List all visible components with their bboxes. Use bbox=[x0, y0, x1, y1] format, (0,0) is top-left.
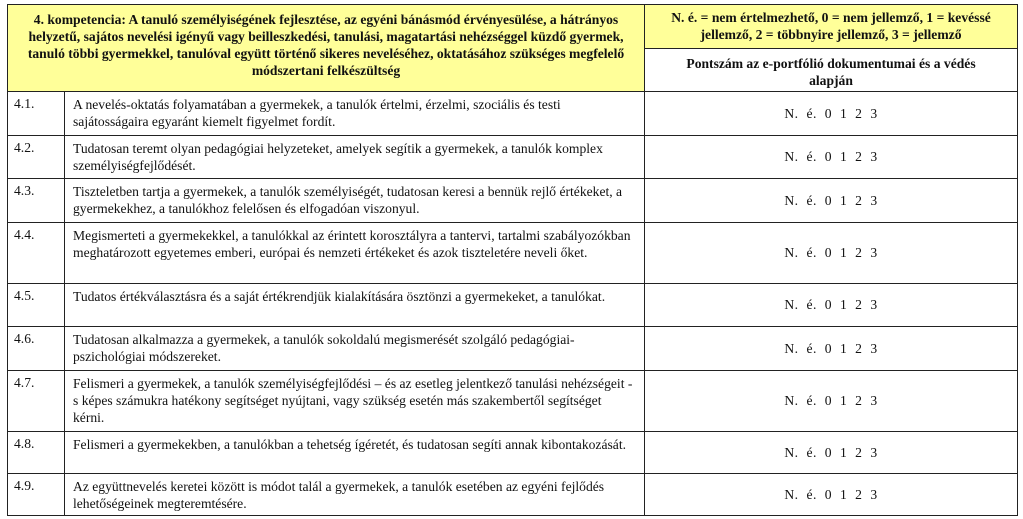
row-criterion: Tudatosan teremt olyan pedagógiai helyzeteket, amelyek segítik a gyermekek, a tanulók komplex személyiségfejlődését. bbox=[65, 136, 645, 179]
score-options-text: N. é. 0 1 2 3 bbox=[784, 297, 878, 312]
row-number: 4.3. bbox=[8, 179, 65, 223]
row-number: 4.4. bbox=[8, 223, 65, 284]
row-criterion: Az együttnevelés keretei között is módot talál a gyermekek, a tanulók esetében az egyéni fejlődés lehetőségeinek megteremtésére. bbox=[65, 474, 645, 516]
row-score-options[interactable] bbox=[645, 371, 1018, 432]
score-options-text: N. é. 0 1 2 3 bbox=[784, 340, 878, 356]
score-options-text: N. é. 0 1 2 3 bbox=[784, 192, 878, 208]
row-criterion: A nevelés-oktatás folyamatában a gyermekek, a tanulók értelmi, érzelmi, szociális és testi sajátosságaira egyaránt kiemelt figyelmet fordít. bbox=[65, 92, 645, 136]
score-options-text: N. é. 0 1 2 3 bbox=[784, 245, 878, 260]
row-number: 4.9. bbox=[8, 474, 65, 516]
row-number: 4.1. bbox=[8, 92, 65, 136]
row-number: 4.8. bbox=[8, 432, 65, 474]
row-score-options[interactable] bbox=[645, 284, 1018, 327]
table-row bbox=[8, 92, 1018, 136]
row-criterion: Felismeri a gyermekek, a tanulók személyiségfejlődési – és az esetleg jelentkező tanulási nehézségeit - s képes számukra hatékony segítséget nyújtani, vagy szükség esetén más szakembertől segítséget kérni. bbox=[65, 371, 645, 432]
row-score-options[interactable] bbox=[645, 223, 1018, 284]
competence-table bbox=[7, 4, 1018, 516]
row-score-options[interactable] bbox=[645, 179, 1018, 223]
row-criterion: Megismerteti a gyermekekkel, a tanulókkal az érintett korosztályra a tantervi, tartalmi szabályozókban meghatározott egyetemes emberi, európai és nemzeti értékeket és azok tiszteletére neveli őket. bbox=[65, 223, 645, 284]
table-row bbox=[8, 223, 1018, 284]
row-criterion: Tiszteletben tartja a gyermekek, a tanulók személyiségét, tudatosan keresi a bennük rejlő értékeket, a gyermekekhez, a tanulókhoz felelősen és elfogadóan viszonyul. bbox=[65, 179, 645, 223]
competence-title: 4. kompetencia: A tanuló személyiségének fejlesztése, az egyéni bánásmód érvényesülése, a hátrányos helyzetű, sajátos nevelési igényű vagy beilleszkedési, tanulási, magatartási nehézséggel küzdő gyermek, tanuló többi gyermekkel, tanulóval együtt történő sikeres neveléséhez, oktatásához szükséges megfelelő módszertani felkészültség bbox=[8, 5, 645, 92]
row-score-options[interactable] bbox=[645, 432, 1018, 474]
score-options-text: N. é. 0 1 2 3 bbox=[784, 444, 878, 460]
row-score-options[interactable] bbox=[645, 474, 1018, 516]
score-legend: N. é. = nem értelmezhető, 0 = nem jellemző, 1 = kevéssé jellemző, 2 = többnyire jellemző, 3 = jellemző bbox=[645, 5, 1018, 49]
row-criterion: Tudatosan alkalmazza a gyermekek, a tanulók sokoldalú megismerését szolgáló pedagógiai-pszichológiai módszereket. bbox=[65, 327, 645, 371]
row-number: 4.5. bbox=[8, 284, 65, 327]
table-row bbox=[8, 179, 1018, 223]
row-criterion: Tudatos értékválasztásra és a saját értékrendjük kialakítására ösztönzi a gyermekeket, a tanulókat. bbox=[65, 284, 645, 327]
score-options-text: N. é. 0 1 2 3 bbox=[784, 486, 878, 502]
row-number: 4.6. bbox=[8, 327, 65, 371]
score-options-text: N. é. 0 1 2 3 bbox=[784, 105, 878, 121]
table-row bbox=[8, 327, 1018, 371]
table-row bbox=[8, 136, 1018, 179]
row-score-options[interactable] bbox=[645, 136, 1018, 179]
row-score-options[interactable] bbox=[645, 327, 1018, 371]
row-criterion: Felismeri a gyermekekben, a tanulókban a tehetség ígéretét, és tudatosan segíti annak kibontakozását. bbox=[65, 432, 645, 474]
score-options-text: N. é. 0 1 2 3 bbox=[784, 149, 878, 164]
table-row bbox=[8, 284, 1018, 327]
table-row bbox=[8, 432, 1018, 474]
score-column-header: Pontszám az e-portfólió dokumentumai és a védés alapján bbox=[645, 49, 1018, 92]
table-row bbox=[8, 371, 1018, 432]
row-number: 4.2. bbox=[8, 136, 65, 179]
score-options-text: N. é. 0 1 2 3 bbox=[784, 393, 878, 408]
row-number: 4.7. bbox=[8, 371, 65, 432]
row-score-options[interactable] bbox=[645, 92, 1018, 136]
table-row bbox=[8, 474, 1018, 516]
